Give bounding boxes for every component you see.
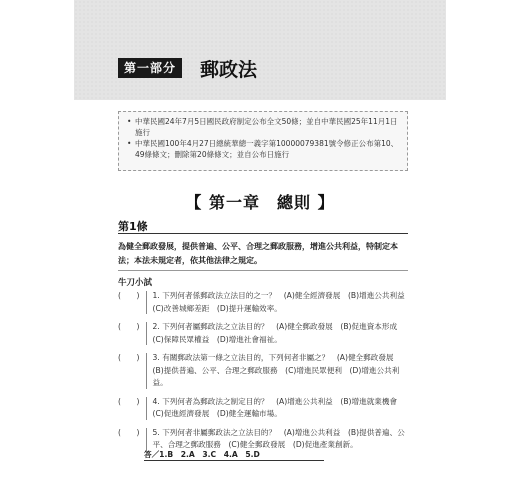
question-item (118, 290, 413, 315)
bullet-icon: • (127, 117, 132, 126)
question-text: 3. 有關郵政法第一條之立法目的，下列何者非屬之？ (A)健全郵政發展 (B)提供普遍、公平、合理之郵政服務 (C)增進民眾便利 (D)增進公共利益。 (152, 353, 402, 387)
answer-blank: ( ) (118, 291, 144, 300)
note-item (127, 116, 399, 138)
question-item (118, 427, 408, 452)
question-text: 4. 下列何者為郵政法之制定目的？ (A)增進公共利益 (B)增進就業機會 (C)促進經濟發展 (D)健全運輸市場。 (152, 396, 405, 418)
part-label: 第一部分 (118, 58, 182, 78)
part-title: 郵政法 (200, 59, 258, 81)
divider (146, 291, 147, 314)
answer-blank: ( ) (118, 427, 144, 437)
divider (146, 428, 147, 451)
answer-blank: ( ) (118, 322, 144, 331)
note-item (127, 138, 399, 160)
divider (118, 233, 408, 234)
quiz-title: 牛刀小試 (118, 278, 153, 288)
question-text: 1. 下列何者係郵政法立法目的之一？ (A)健全經濟發展 (B)增進公共利益 (C)改善城鄉差距 (D)提升運輸效率。 (152, 291, 413, 313)
divider (118, 270, 408, 271)
article-text: 為健全郵政發展，提供普遍、公平、合理之郵政服務，增進公共利益，特制定本法；本法未規定者，依其他法律之規定。 (118, 242, 398, 265)
bullet-icon: • (127, 139, 132, 148)
answer-blank: ( ) (118, 396, 144, 406)
divider (146, 397, 147, 420)
question-item (118, 352, 408, 390)
divider (146, 322, 147, 345)
divider (146, 353, 147, 389)
note-text: 中華民國100年4月27日總統華總一義字第10000079381號令修正公布第10、49條條文；刪除第20條條文；並自公布日施行 (135, 139, 399, 159)
question-list (118, 290, 413, 458)
part-banner (74, 0, 446, 100)
question-text: 2. 下列何者屬郵政法之立法目的？ (A)健全郵政發展 (B)促進資本形成 (C)保障民眾權益 (D)增進社會福祉。 (152, 322, 405, 344)
answer-key (144, 449, 260, 460)
divider (144, 460, 324, 461)
chapter-heading: 【 第一章 總則 】 (185, 193, 335, 212)
answer-blank: ( ) (118, 353, 144, 362)
question-text: 5. 下列何者非屬郵政法之立法目的？ (A)增進公共利益 (B)提供普遍、公平、合理之郵政服務 (C)健全郵政發展 (D)促進產業創新。 (152, 427, 405, 449)
answer-key-text: 答／1.B 2.A 3.C 4.A 5.D (144, 450, 260, 459)
note-text: 中華民國24年7月5日國民政府制定公布全文50條；並自中華民國25年11月1日施行 (135, 117, 398, 137)
article-title: 第1條 (118, 220, 148, 233)
question-item (118, 321, 408, 346)
law-history-note (118, 111, 408, 171)
question-item (118, 396, 408, 421)
book-page (74, 0, 446, 500)
